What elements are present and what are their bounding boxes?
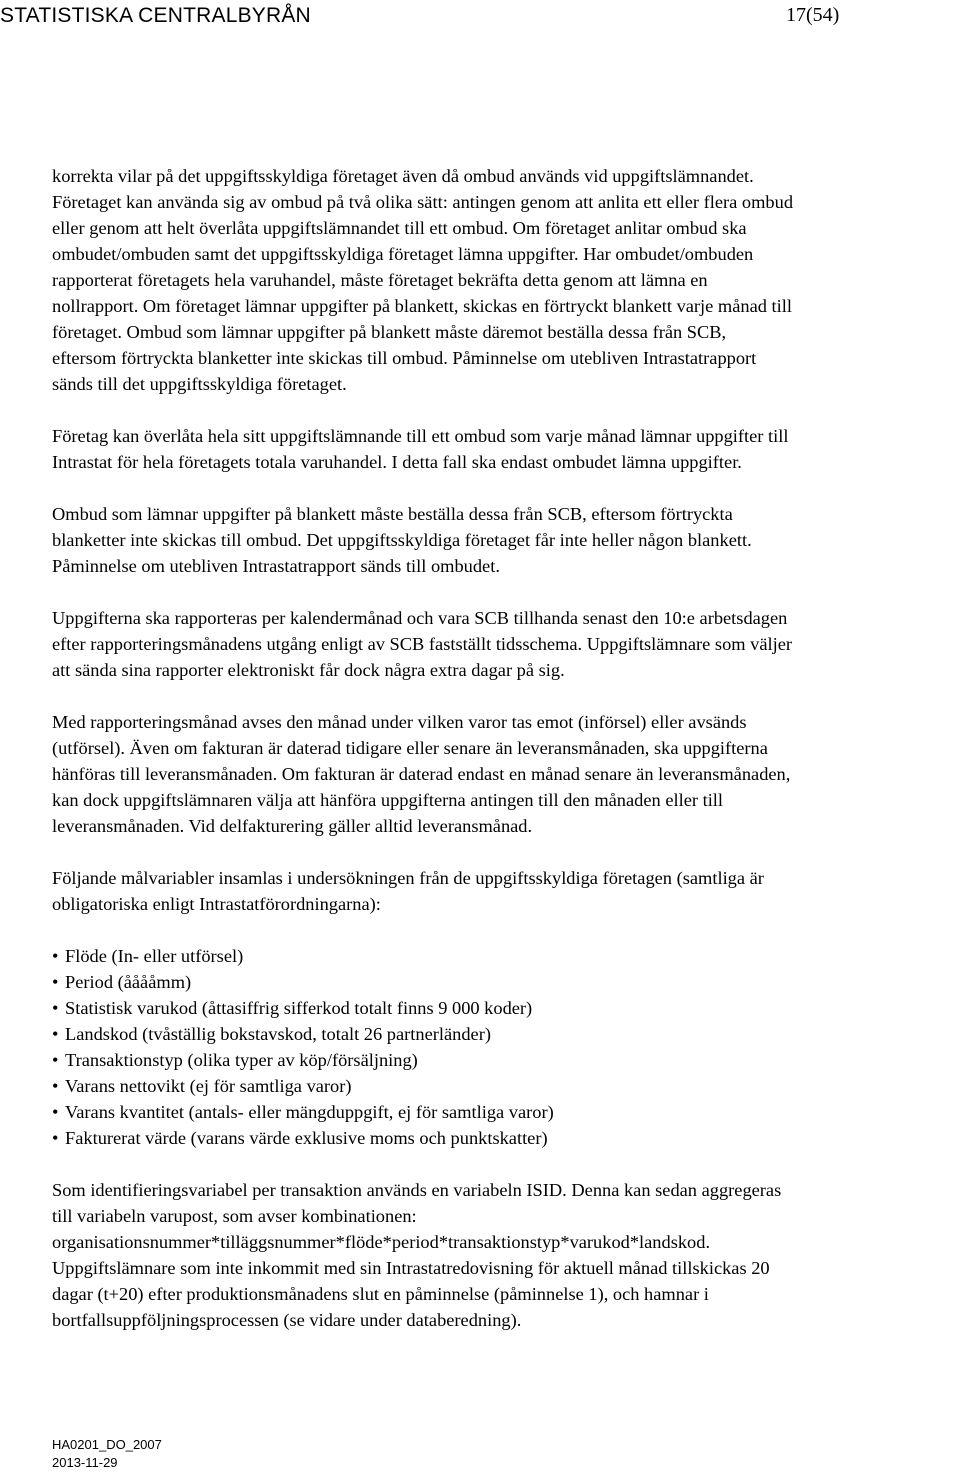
list-item-text: Fakturerat värde (varans värde exklusive moms och punktskatter) [65,1128,548,1148]
bullet-icon: • [52,1102,59,1122]
target-variable-list [52,943,958,1151]
paragraph-line: eftersom förtryckta blanketter inte skickas till ombud. Påminnelse om utebliven Intrastatrapport [52,348,757,368]
paragraph-line: Företag kan överlåta hela sitt uppgiftslämnande till ett ombud som varje månad lämnar uppgifter till [52,426,789,446]
list-item [52,1047,958,1073]
paragraph-line: Påminnelse om utebliven Intrastatrapport sänds till ombudet. [52,556,500,576]
page-header [0,4,960,34]
list-item-text: Transaktionstyp (olika typer av köp/försäljning) [65,1050,418,1070]
paragraph-line: rapporterat företagets hela varuhandel, måste företaget bekräfta detta genom att lämna en [52,270,708,290]
bullet-icon: • [52,1050,59,1070]
paragraph-line: sänds till det uppgiftsskyldiga företaget. [52,374,347,394]
bullet-icon: • [52,946,59,966]
paragraph-line: dagar (t+20) efter produktionsmånadens slut en påminnelse (påminnelse 1), och hamnar i [52,1284,709,1304]
document-id: HA0201_DO_2007 [52,1437,162,1452]
paragraph-line: Intrastat för hela företagets totala varuhandel. I detta fall ska endast ombudet lämna uppgifter. [52,452,742,472]
paragraph-line: Ombud som lämnar uppgifter på blankett måste beställa dessa från SCB, eftersom förtryckta [52,504,733,524]
list-item-text: Period (ååååmm) [65,972,192,992]
paragraph-line: nollrapport. Om företaget lämnar uppgifter på blankett, skickas en förtryckt blankett varje månad till [52,296,792,316]
paragraph [52,605,958,683]
closing-paragraph [52,1177,958,1333]
paragraph-line: ombudet/ombuden samt det uppgiftsskyldiga företaget lämna uppgifter. Har ombudet/ombuden [52,244,754,264]
paragraph [52,423,958,475]
list-item-text: Flöde (In- eller utförsel) [65,946,244,966]
paragraph-line: Följande målvariabler insamlas i undersökningen från de uppgiftsskyldiga företagen (samtliga är [52,868,764,888]
paragraph-line: Som identifieringsvariabel per transaktion används en variabeln ISID. Denna kan sedan aggregeras [52,1180,782,1200]
paragraph [52,709,958,839]
page-number: 17(54) [786,4,840,26]
paragraph-line: hänföras till leveransmånaden. Om fakturan är daterad endast en månad senare än leveransmånaden, [52,764,791,784]
bullet-icon: • [52,1128,59,1148]
list-item-text: Varans nettovikt (ej för samtliga varor) [65,1076,352,1096]
bullet-icon: • [52,998,59,1018]
list-item [52,943,958,969]
document-body [52,163,958,1359]
paragraph-line: blanketter inte skickas till ombud. Det uppgiftsskyldiga företaget får inte heller någon blankett. [52,530,752,550]
bullet-icon: • [52,1076,59,1096]
paragraph-line: organisationsnummer*tilläggsnummer*flöde*period*transaktionstyp*varukod*landskod. [52,1232,711,1252]
footer-date: 2013-11-29 [52,1455,118,1470]
paragraph-line: obligatoriska enligt Intrastatförordningarna): [52,894,381,914]
paragraph-line: till variabeln varupost, som avser kombinationen: [52,1206,417,1226]
paragraph-line: kan dock uppgiftslämnaren välja att hänföra uppgifterna antingen till den månaden eller till [52,790,724,810]
list-item-text: Varans kvantitet (antals- eller mängduppgift, ej för samtliga varor) [65,1102,554,1122]
list-item [52,969,958,995]
organization-name: STATISTISKA CENTRALBYRÅN [0,4,311,27]
bullet-icon: • [52,1024,59,1044]
paragraph-line: bortfallsuppföljningsprocessen (se vidare under databeredning). [52,1310,522,1330]
paragraph-line: att sända sina rapporter elektroniskt får dock några extra dagar på sig. [52,660,565,680]
list-item-text: Landskod (tvåställig bokstavskod, totalt 26 partnerländer) [65,1024,491,1044]
paragraph-line: Med rapporteringsmånad avses den månad under vilken varor tas emot (införsel) eller avsänds [52,712,747,732]
bullet-icon: • [52,972,59,992]
paragraph-line: efter rapporteringsmånadens utgång enligt av SCB fastställt tidsschema. Uppgiftslämnare som väljer [52,634,793,654]
paragraph-line: Uppgifterna ska rapporteras per kalendermånad och vara SCB tillhanda senast den 10:e arbetsdagen [52,608,788,628]
paragraph [52,501,958,579]
paragraph-line: eller genom att helt överlåta uppgiftslämnandet till ett ombud. Om företaget anlitar ombud ska [52,218,747,238]
list-item [52,1021,958,1047]
page-footer [52,1436,162,1472]
paragraph-line: Uppgiftslämnare som inte inkommit med sin Intrastatredovisning för aktuell månad tillskickas 20 [52,1258,770,1278]
paragraph-line: korrekta vilar på det uppgiftsskyldiga företaget även då ombud används vid uppgiftslämnandet. [52,166,754,186]
paragraph-line: Företaget kan använda sig av ombud på två olika sätt: antingen genom att anlita ett eller flera ombud [52,192,794,212]
list-item [52,1099,958,1125]
paragraph-group [52,163,958,917]
paragraph-line: leveransmånaden. Vid delfakturering gäller alltid leveransmånad. [52,816,533,836]
list-item [52,1073,958,1099]
list-item [52,1125,958,1151]
paragraph [52,163,958,397]
paragraph [52,865,958,917]
paragraph-line: (utförsel). Även om fakturan är daterad tidigare eller senare än leveransmånaden, ska uppgifterna [52,738,768,758]
list-item-text: Statistisk varukod (åttasiffrig sifferkod totalt finns 9 000 koder) [65,998,533,1018]
list-item [52,995,958,1021]
paragraph-line: företaget. Ombud som lämnar uppgifter på blankett måste däremot beställa dessa från SCB, [52,322,727,342]
